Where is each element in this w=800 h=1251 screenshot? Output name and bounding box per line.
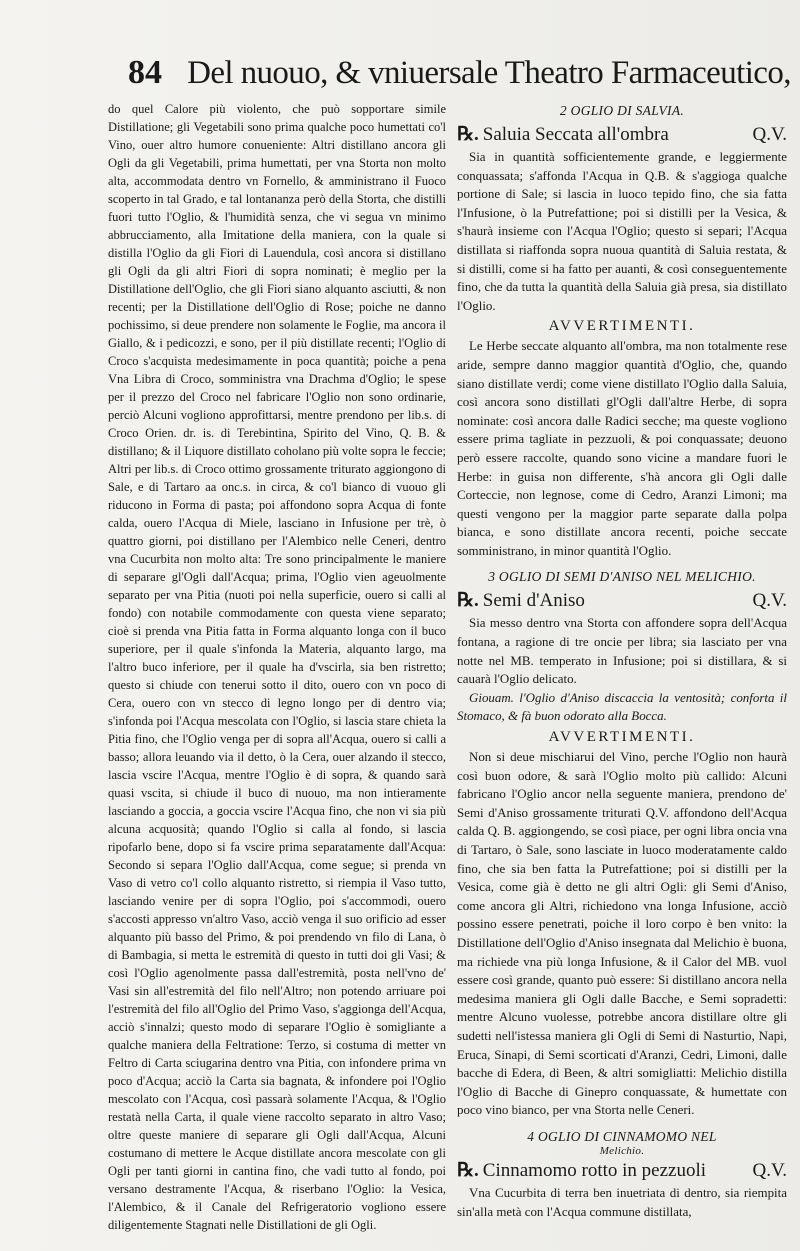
section-2-recipe-item: Saluia Seccata all'ombra (482, 124, 669, 145)
page-header (128, 54, 791, 100)
section-3-note: Giouam. l'Oglio d'Aniso discaccia la ventosità; conforta il Stomaco, & fà buon odorato alla Bocca. (457, 689, 787, 724)
section-3-heading: 3 OGLIO DI SEMI D'ANISO NEL MELICHIO. (488, 569, 756, 585)
section-3-recipe-qty: Q.V. (752, 590, 787, 612)
section-4-heading-small: Melichio. (599, 1144, 645, 1157)
right-column (457, 100, 787, 1221)
section-3-avvertimenti-text: Non si deue mischiarui del Vino, perche l'Oglio non haurà così buon odore, & sarà l'Oglio molto più callido: Alcuni fabricano l'Oglio ancor nella seguente maniera, prendono de' Semi d'Aniso grossamente triturati Q.V. affondono dell'Acqua calda Q. B. aggiongendo, se così piace, per ogni libra oncia vna di Tartaro, ò Sale, sono lasciate in luoco moderatamente caldo fino, che sia ben fatta la Putrefattione; poi si distilli per la Vesica, come già è detto ne gli altri Ogli: gli Semi d'Aniso, come ancora gli Altri, richiedono vna longa Infusione, acciò possino essere penetrati, poiche il loro corpo è ben vnito: la Distillatione dell'Oglio d'Aniso insegnata dal Melichio è buona, ma richiede vna più longa Infusione, & il Calor del MB. vuol essere così grande, quanto può essere: Si distillano ancora nella medesima maniera gli Ogli dalle Bacche, e Semi sopradetti: mentre Alcuno vuolesse, potrebbe ancora distillare oltre gli sudetti nell'istessa maniera gli Ogli di Semi di Nasturtio, Napi, Eruca, Sinapi, di Semi scorticati d'Aranzi, Cedri, Limoni, dalle bacche di Edera, di Been, & altri somigliatti: Melichio distilla l'Oglio di Bacche di Ginepro conquassate, & humettate con poco vino bianco, per vna Storta nelle Ceneri. (457, 749, 787, 1118)
section-3-recipe-item: Semi d'Aniso (482, 590, 585, 612)
section-2-text: Sia in quantità sofficientemente grande, e leggiermente conquassata; s'affonda l'Acqua in Q.B. & s'aggioga qualche portione di Sale; si lascia in luoco tepido fino, che sia fatta l'Infusione, ò la Putrefattione; poi si distilli per la Vesica, & s'haurà insieme con l'Acqua l'Oglio; questo si separi; l'Acqua distillata si riaffonda sopra nuoua quantità di Saluia restata, & si distilli, come si ha fatto per auanti, & così conseguentemente fino, che da tutta la quantità della Saluia già presa, sia distillato l'Oglio. (457, 149, 787, 313)
section-2-avvertimenti-text: Le Herbe seccate alquanto all'ombra, ma non totalmente rese aride, sempre danno maggior quantità d'Oglio, che, quando siano distillate verdi; come viene distillato l'Oglio dalla Saluia, così ancora sono distillati gl'Ogli dall'altre Herbe, di sopra nominate: così ancora dalle Radici secche; ma queste vogliono essere prima tagliate in pezzuoli, & poi conquassate; deuono però essere raccolte, quando sono vicine a mandare fuori le Herbe: in guisa non differente, s'hà ancora gli Ogli dalle Corteccie, non legnose, come di Cedro, Aranzi Limoni; ma questi vengono per la maggior parte separate dalla polpa bianca, e sono distillate ancora recenti, poiche seccate somministrano, in minor quantità l'Oglio. (457, 338, 787, 558)
section-3-recipe (457, 588, 787, 614)
section-4-recipe-item: Cinnamomo rotto in pezzuoli (482, 1159, 707, 1181)
section-2-heading: 2 OGLIO DI SALVIA. (559, 103, 685, 118)
section-4-text: Vna Cucurbita di terra ben inuetriata di dentro, sia riempita sin'alla metà con l'Acqua commune distillata, (457, 1184, 787, 1219)
page-number: 84 (128, 54, 162, 91)
section-2-recipe (457, 122, 787, 148)
section-4-recipe-qty: Q.V. (752, 1159, 787, 1181)
recipe-symbol-icon: ℞. (457, 1159, 479, 1181)
running-title: Del nuouo, & vniuersale Theatro Farmaceutico, (187, 55, 791, 91)
section-4-recipe (457, 1158, 787, 1184)
section-4-heading-main: 4 OGLIO DI CINNAMOMO NEL (527, 1128, 717, 1144)
section-2-avvertimenti-title: AVVERTIMENTI. (548, 318, 696, 335)
recipe-symbol-icon: ℞. (457, 124, 479, 145)
section-4-heading (457, 1126, 787, 1158)
section-3-text: Sia messo dentro vna Storta con affondere sopra dell'Acqua fontana, a ragione di tre oncie per libra; sia lasciato per vna notte nel MB. temperato in Infusione; poi si distillara, & si cauarà l'Oglio delicato. (457, 615, 787, 687)
section-2-recipe-qty: Q.V. (752, 124, 787, 145)
left-body-text: do quel Calore più violento, che può sopportare simile Distillatione; gli Vegetabili sono prima qualche poco humettati co'l Vino, ouer altro humore conueniente: Altri distillano ancora gli Ogli da gli Vegetabili, prima humettati, per vna Storta non molto alta, accommodata dentro vn Fornello, & amministrano il Fuoco scoperto in tal Grado, e tal lontananza però della Storta, che distilli fuori tutto l'Oglio, & l'humidità senza, che vi segua vn minimo abbrucciamento, alla Imitatione della maniera, con la quale si distilla l'Oglio da gli Fiori di Lauendula, così ancora si distillano gli Ogli da gli altri Fiori di sopra nominati; è meglio per la Distillatione dell'Oglio, che gli Fiori siano alquanto asciutti, & non recenti; per la Distillatione dell'Oglio di Rose; poiche ne danno pochissimo, si deue prendere non solamente le Foglie, ma ancora il Giallo, & i pedicozzi, e sono, per il più distillate recenti; l'Oglio di Croco s'acquista medesimamente in poca quantità; poiche a pena Vna Libra di Croco, somministra vna Drachma d'Oglio; le spese per il prezzo del Croco nel fabricare l'Oglio non sono ordinarie, perciò Alcuni vogliono approfittarsi, mentre prendono per lib.s. di Croco Orien. dr. is. di Terebintina, Spirito del Vino, Q. B. & distillano; & il Liquore distillato coholano più volte sopra le feccie; Altri per lib.s. di Croco ottimo grossamente triturato aggiongono di Sale, e di Tartaro aa onc.s. in circa, & co'l bianco di vuouo gli riducono in Forma di pasta; poi affondono sopra Acqua di fonte calda, ouero l'Acqua di Miele, lasciano in Infusione per trè, ò quattro giorni, poi distillano per l'Alembico nelle Ceneri, dentro vna Cucurbita non molto alta: Tre sono principalmente le maniere di separare gl'Ogli dall'Acqua; prima, l'Oglio vien ageuolmente separato per vna Pitia (nuoti poi nella superficie, ouero si calli al fondo) con notabile commodamente con questa viene separato; cioè si prenda vna Pitia fatta in Forma alquanto longa con il buco superiore, per il quale s'infonda la Materia, alquanto largo, ma l'altro buco inferiore, per il quale ha d'vscirla, sia ben ristretto; questo si chiude con tenerui sotto il dito, ouero con vn poco di Cera, ouero con vn stecco di legno longo per di dentro via; s'infonda poi l'Acqua mescolata con l'Oglio, si lascia stare chieta la Pitia fino, che l'Oglio venga per di sopra all'Acqua, ouero si calli a basso; allora leuando via il detto, ò la Cera, ouer alzando il stecco, lascia vscire l'Acqua, mentre l'Oglio è di sopra, & quando sarà quasi vscita, si chiude il buco di nuouo, ma non intieramente lasciando a goccia, a goccia vscire l'Acqua fino, che non vi sia più alcuna acquosità; quando l'Oglio si calla al fondo, si lascia ripofarlo bene, dopo si fa vscire prima separatamente dall'Acqua: Secondo si separa l'Oglio dall'Acqua, come segue; si prenda vn Vaso di vetro co'l collo alquanto ristretto, si riempia il Vaso tutto, lasciando venire per di sopra l'Oglio, poi s'accommodi, ouero s'accosti appresso vn'altro Vaso, acciò venga il suo orificio ad esser alquanto più basso del Primo, & poi prendendo vn filo di Lana, ò di Bambagia, si metta le estremità di questo in tutti doi gli Vasi; & così l'Oglio agenolmente passa dall'estremità, posta nell'vno de' Vasi sin all'estremità del filo nell'Altro; non potendo arriuare poi l'estremità del filo all'Oglio del Primo Vaso, s'aggionga dell'Acqua, acciò s'innalzi; questo modo di separare l'Oglio è somigliante a qualche maniera della Feltratione: Terzo, si costuma di metter vn Feltro di Carta sciugarina dentro vna Pitia, con infondere prima vn poco d'Acqua; acciò la Carta sia bagnata, & infondere poi l'Oglio mescolato con l'Acqua, così passarà solamente l'Acqua, & l'Oglio restatà nella Carta, il quale viene raccolto separato in altro Vaso; oltre queste maniere di separare gli Ogli dall'Acqua, Alcuni costumano di mettere le Acque distillate ancora mescolate con gli Ogli per tanti giorni in cantina fino, che vadi tutto al fondo, poi versano destramente l'Acqua, & riserbano l'Oglio: la Vesica, l'Alembico, & il Canale del Refrigeratorio vogliono essere diligentemente Stagnati nelle Distillationi de gli Ogli. (108, 102, 446, 1232)
section-3-avvertimenti-title: AVVERTIMENTI. (548, 729, 696, 746)
left-column (108, 100, 446, 1234)
recipe-symbol-icon: ℞. (457, 590, 479, 612)
